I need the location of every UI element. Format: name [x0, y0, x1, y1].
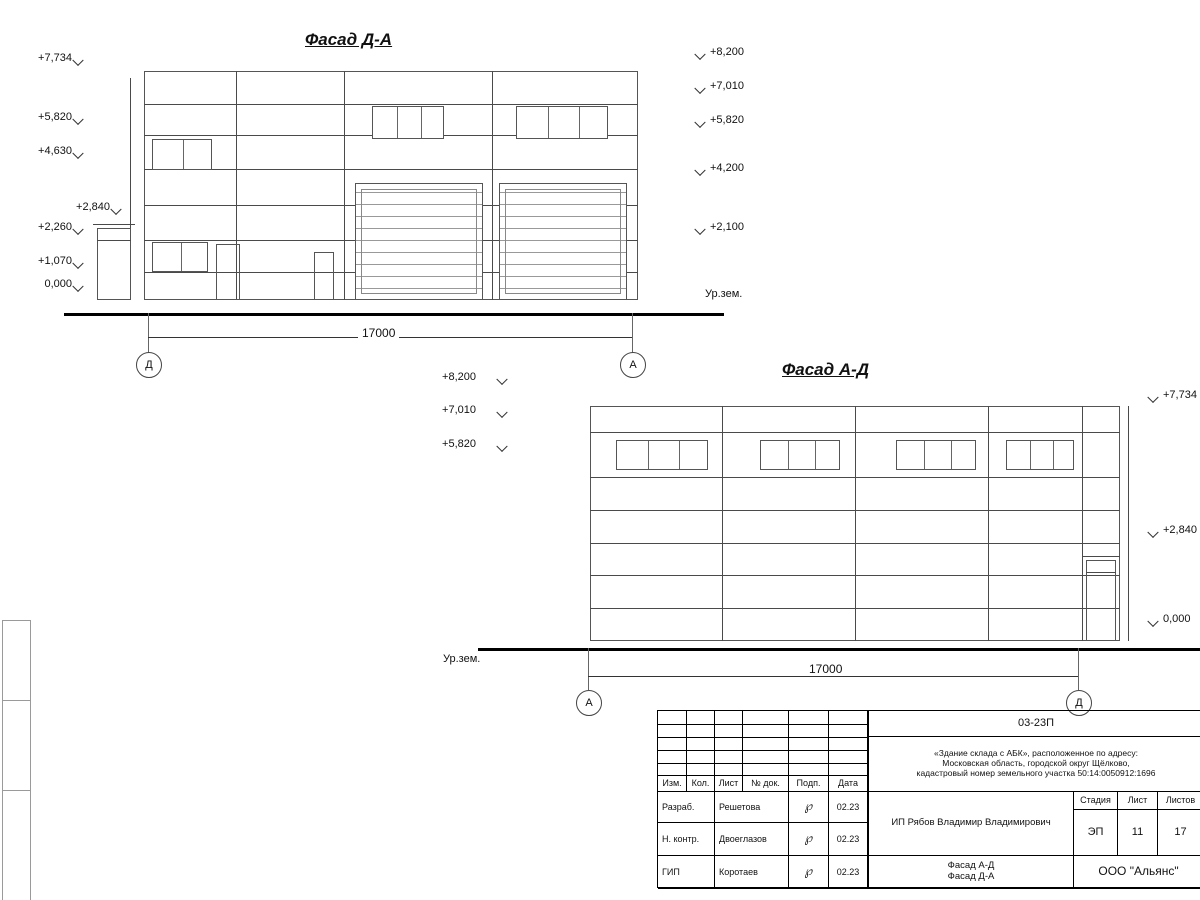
facade2-window: [1006, 440, 1074, 470]
stamp-signature: [788, 792, 828, 823]
facade1-level-label: +5,820: [38, 111, 72, 123]
level-tick-icon: [78, 125, 87, 134]
grid-line: [658, 724, 868, 725]
facade2-canopy-line: [1082, 556, 1120, 557]
level-tick-icon: [1153, 627, 1162, 636]
level-tick-icon: [700, 60, 709, 69]
signature-glyph: ℘: [803, 830, 814, 846]
level-tick-icon: [78, 235, 87, 244]
stamp-role: ГИП: [658, 856, 714, 889]
stamp-date: 02.23: [828, 856, 868, 889]
sheet-title-line: Фасад А-Д: [947, 860, 995, 872]
level-tick-icon: [78, 292, 87, 301]
sheet-border: [2, 700, 30, 701]
facade1-axis-bubble-right: [620, 352, 646, 378]
facade2-dim-ext: [1078, 648, 1079, 690]
facade2-level-label: +5,820: [442, 438, 476, 450]
sheet-title: [868, 856, 1073, 889]
facade1-level-label: +4,630: [38, 145, 72, 157]
facade1-window: [152, 242, 208, 272]
stamp-signature: [788, 856, 828, 889]
facade2-level-label: +8,200: [442, 371, 476, 383]
sheets-header: Листов: [1157, 792, 1200, 810]
facade1-level-label: +5,820: [710, 114, 744, 126]
facade1-gate-frame: [505, 189, 621, 294]
facade1-canopy-line: [97, 240, 131, 241]
facade1-gate-frame: [361, 189, 477, 294]
facade1-panel-joint: [492, 71, 493, 300]
facade2-panel-joint: [988, 406, 989, 641]
object-line: «Здание склада с АБК», расположенное по адресу:: [934, 748, 1138, 759]
company-name: ООО "Альянс": [1073, 856, 1200, 889]
object-line: Московская область, городской округ Щёлково,: [942, 758, 1130, 769]
facade1-ground-label: Ур.зем.: [705, 288, 743, 300]
facade2-level-label: +7,734: [1163, 389, 1197, 401]
level-tick-icon: [1153, 538, 1162, 547]
facade2-ground-label: Ур.зем.: [443, 653, 481, 665]
grid-line: [686, 711, 687, 776]
rev-header-cell: Лист: [714, 776, 742, 792]
facade2-ground-line: [478, 648, 1200, 651]
facade2-dim-ext: [588, 648, 589, 690]
stage-value: ЭП: [1073, 810, 1117, 856]
facade1-door: [216, 244, 240, 300]
facade1-band-line: [144, 169, 638, 170]
facade2-dimension-value: 17000: [805, 662, 846, 676]
stamp-name: Решетова: [714, 792, 788, 823]
facade1-dim-ext: [148, 313, 149, 353]
sheet-header: Лист: [1117, 792, 1157, 810]
rev-header-cell: Изм.: [658, 776, 686, 792]
level-tick-icon: [1153, 403, 1162, 412]
facade2-window: [896, 440, 976, 470]
grid-line: [658, 737, 868, 738]
level-tick-icon: [700, 176, 709, 185]
level-tick-icon: [78, 159, 87, 168]
facade2-dimension-line: [588, 676, 1078, 677]
facade1-level-label: +2,840: [76, 201, 110, 213]
object-line: кадастровый номер земельного участка 50:14:0050912:1696: [916, 767, 1156, 778]
grid-line: [658, 763, 868, 764]
signature-glyph: ℘: [803, 863, 814, 879]
facade1-level-label: +7,010: [710, 80, 744, 92]
facade2-window: [760, 440, 840, 470]
axis-label: Д: [145, 359, 153, 371]
rev-header-cell: Кол.: [686, 776, 714, 792]
facade1-level-label: +7,734: [38, 52, 72, 64]
level-tick-icon: [700, 235, 709, 244]
facade1-axis-bubble-left: [136, 352, 162, 378]
facade2-title: Фасад А-Д: [782, 360, 870, 379]
rev-header-cell: Дата: [828, 776, 868, 792]
facade2-edge-line: [1128, 406, 1129, 641]
facade1-window: [152, 139, 212, 170]
stage-header: Стадия: [1073, 792, 1117, 810]
facade1-level-label: +1,070: [38, 255, 72, 267]
sheet-value: 11: [1117, 810, 1157, 856]
axis-label: А: [629, 359, 637, 371]
stamp-role: Н. контр.: [658, 823, 714, 856]
stamp-role: Разраб.: [658, 792, 714, 823]
stamp-name: Двоеглазов: [714, 823, 788, 856]
facade1-ground-line: [64, 313, 724, 316]
sheet-border: [2, 620, 30, 621]
facade1-porch: [97, 228, 131, 300]
stamp-date: 02.23: [828, 823, 868, 856]
facade1-dimension-value: 17000: [358, 326, 399, 340]
facade2-level-label: +7,010: [442, 404, 476, 416]
facade1-door: [314, 252, 334, 300]
facade2-panel-joint: [855, 406, 856, 641]
facade1-level-label: +4,200: [710, 162, 744, 174]
level-tick-icon: [78, 66, 87, 75]
axis-label: Д: [1075, 697, 1083, 709]
level-tick-icon: [502, 418, 511, 427]
facade2-panel-joint: [1082, 406, 1083, 641]
grid-line: [658, 750, 868, 751]
facade1-window: [516, 106, 608, 139]
customer-name: ИП Рябов Владимир Владимирович: [868, 792, 1073, 856]
facade1-window: [372, 106, 444, 139]
facade2-level-label: 0,000: [1163, 613, 1191, 625]
facade1-panel-joint: [344, 71, 345, 300]
sheet-border: [2, 620, 3, 900]
stamp-date: 02.23: [828, 792, 868, 823]
project-code: 03-23П: [868, 711, 1200, 737]
revision-grid: [658, 711, 868, 776]
rev-header-cell: Подп.: [788, 776, 828, 792]
facade1-dim-ext: [632, 313, 633, 353]
facade2-axis-bubble-left: [576, 690, 602, 716]
facade2-level-label: +2,840: [1163, 524, 1197, 536]
facade1-level-label: 0,000: [44, 278, 72, 290]
level-tick-icon: [116, 215, 125, 224]
level-tick-icon: [78, 269, 87, 278]
grid-line: [742, 711, 743, 776]
sheet-border: [2, 790, 30, 791]
facade1-title: Фасад Д-А: [305, 30, 393, 49]
facade1-level-label: +2,100: [710, 221, 744, 233]
facade1-level-label: +8,200: [710, 46, 744, 58]
sheet-border: [30, 620, 31, 900]
facade2-panel-joint: [722, 406, 723, 641]
sheets-value: 17: [1157, 810, 1200, 856]
axis-label: А: [585, 697, 593, 709]
level-tick-icon: [700, 128, 709, 137]
level-tick-icon: [502, 452, 511, 461]
title-block: [657, 710, 1200, 888]
object-description: [868, 737, 1200, 792]
stamp-signature: [788, 823, 828, 856]
signature-glyph: ℘: [803, 798, 814, 814]
facade1-band-line: [144, 104, 638, 105]
facade1-canopy-line: [93, 224, 135, 225]
grid-line: [714, 711, 715, 776]
grid-line: [788, 711, 789, 776]
level-tick-icon: [700, 94, 709, 103]
rev-header-cell: № док.: [742, 776, 788, 792]
facade2-canopy-line: [1086, 572, 1116, 573]
grid-line: [828, 711, 829, 776]
stamp-name: Коротаев: [714, 856, 788, 889]
sheet-title-line: Фасад Д-А: [947, 871, 995, 882]
level-tick-icon: [502, 385, 511, 394]
facade1-level-label: +2,260: [38, 221, 72, 233]
facade2-window: [616, 440, 708, 470]
